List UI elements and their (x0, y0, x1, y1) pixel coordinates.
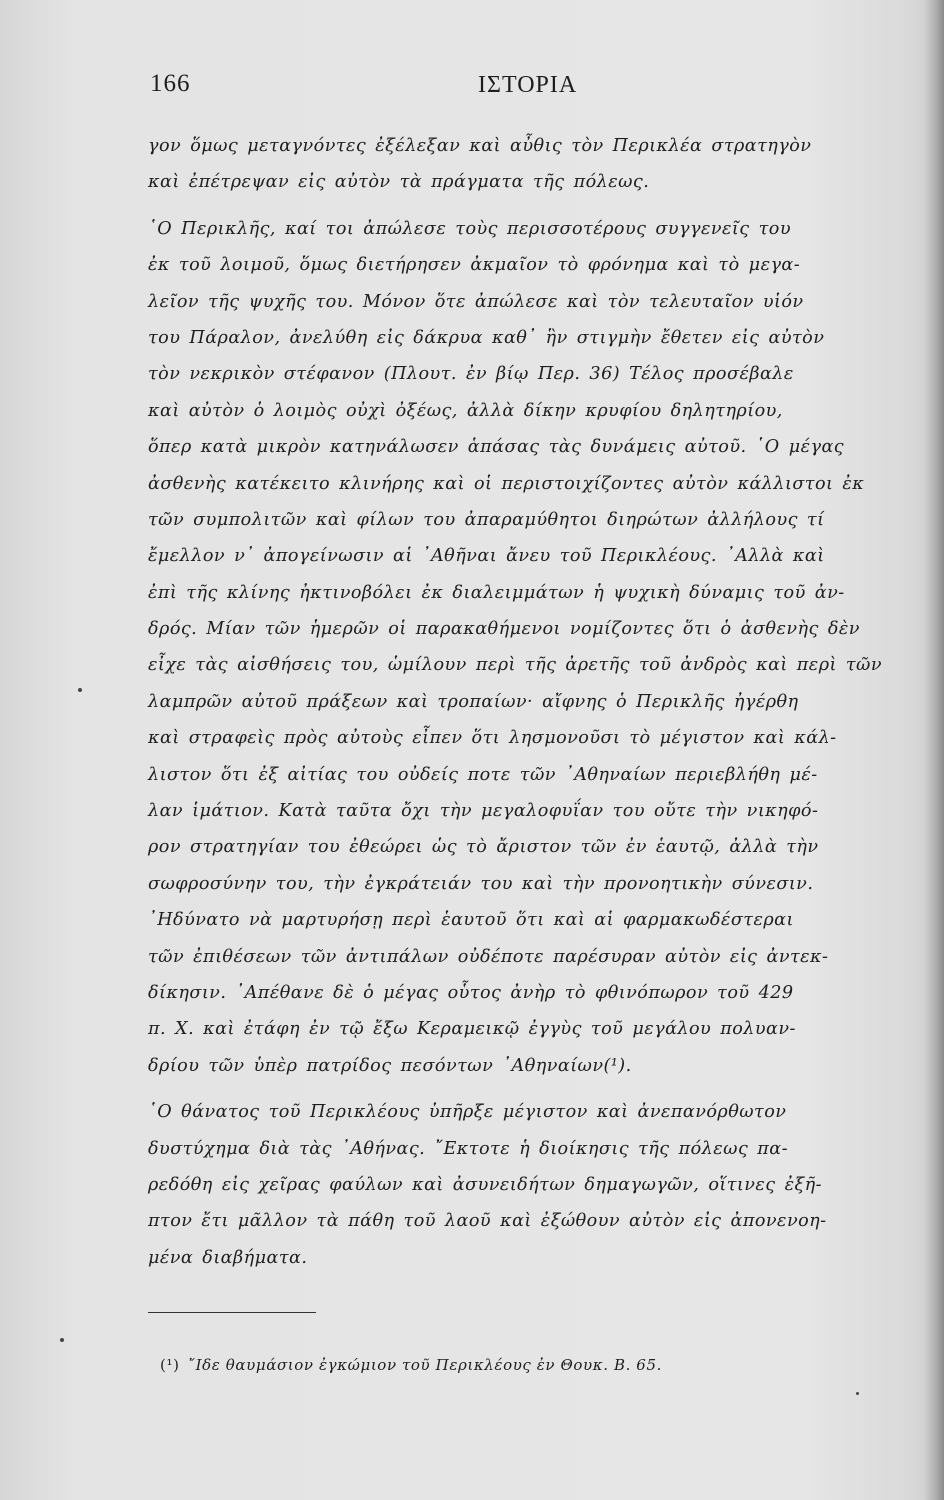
footnote-divider (148, 1312, 316, 1313)
text-line: ᾽Ηδύνατο νὰ μαρτυρήσῃ περὶ ἑαυτοῦ ὅτι καὶ αἱ φαρμακωδέστεραι (148, 910, 794, 931)
text-line: του Πάραλον, ἀνελύθη εἰς δάκρυα καθ᾽ ἣν στιγμὴν ἔθετεν εἰς αὐτὸν (148, 327, 825, 348)
footnote (160, 1356, 662, 1374)
text-line: ἐπὶ τῆς κλίνης ἠκτινοβόλει ἐκ διαλειμμάτων ἡ ψυχικὴ δύναμις τοῦ ἀν- (148, 582, 845, 603)
print-speck (856, 1392, 859, 1395)
paragraph (148, 211, 920, 1084)
text-line: τῶν συμπολιτῶν καὶ φίλων του ἀπαραμύθητοι διηρώτων ἀλλήλους τί (148, 509, 825, 530)
text-line: ἔμελλον ν᾽ ἀπογείνωσιν αἱ ᾽Αθῆναι ἄνευ τοῦ Περικλέους. ᾽Αλλὰ καὶ (148, 546, 825, 567)
text-line: ρεδόθη εἰς χεῖρας φαύλων καὶ ἀσυνειδήτων δημαγωγῶν, οἵτινες ἐξῆ- (148, 1174, 823, 1195)
text-line: ἐκ τοῦ λοιμοῦ, ὅμως διετήρησεν ἀκμαῖον τὸ φρόνημα καὶ τὸ μεγα- (148, 255, 801, 276)
text-line: καὶ στραφεὶς πρὸς αὐτοὺς εἶπεν ὅτι λησμονοῦσι τὸ μέγιστον καὶ κάλ- (148, 728, 837, 749)
text-line: καὶ ἐπέτρεψαν εἰς αὐτὸν τὰ πράγματα τῆς πόλεως. (148, 172, 650, 193)
text-line: τὸν νεκρικὸν στέφανον (Πλουτ. ἐν βίῳ Περ. 36) Τέλος προσέβαλε (148, 364, 794, 385)
page-number: 166 (150, 70, 191, 97)
text-line: τῶν ἐπιθέσεων τῶν ἀντιπάλων οὐδέποτε παρέσυραν αὐτὸν εἰς ἀντεκ- (148, 946, 829, 967)
paragraph (148, 1094, 920, 1276)
text-line: μένα διαβήματα. (148, 1247, 308, 1268)
text-line: γον ὅμως μεταγνόντες ἐξέλεξαν καὶ αὖθις τὸν Περικλέα στρατηγὸν (148, 136, 812, 156)
paragraph-gap (148, 201, 920, 211)
print-speck (60, 1338, 64, 1342)
text-line: δίκησιν. ᾽Απέθανε δὲ ὁ μέγας οὗτος ἀνὴρ τὸ φθινόπωρον τοῦ 429 (148, 982, 794, 1003)
text-line: ῾Ο Περικλῆς, καί τοι ἀπώλεσε τοὺς περισσοτέρους συγγενεῖς του (148, 218, 791, 239)
text-line: ῾Ο θάνατος τοῦ Περικλέους ὑπῆρξε μέγιστον καὶ ἀνεπανόρθωτον (148, 1102, 787, 1123)
text-line: π. Χ. καὶ ἐτάφη ἐν τῷ ἔξω Κεραμεικῷ ἐγγὺς τοῦ μεγάλου πολυαν- (148, 1019, 796, 1040)
text-line: εἶχε τὰς αἰσθήσεις του, ὡμίλουν περὶ τῆς ἀρετῆς τοῦ ἀνδρὸς καὶ περὶ τῶν (148, 655, 883, 676)
text-line: ὅπερ κατὰ μικρὸν κατηνάλωσεν ἁπάσας τὰς δυνάμεις αὐτοῦ. ῾Ο μέγας (148, 437, 845, 458)
text-line: ἀσθενὴς κατέκειτο κλινήρης καὶ οἱ περιστοιχίζοντες αὐτὸν κάλλιστοι ἐκ (148, 473, 865, 494)
footnote-text: ῎Ιδε θαυμάσιον ἐγκώμιον τοῦ Περικλέους ἐν Θουκ. Β. 65. (187, 1356, 662, 1374)
text-line: καὶ αὐτὸν ὁ λοιμὸς οὐχὶ ὀξέως, ἀλλὰ δίκην κρυφίου δηλητηρίου, (148, 400, 783, 421)
text-line: σωφροσύνην του, τὴν ἐγκράτειάν του καὶ τὴν προνοητικὴν σύνεσιν. (148, 873, 814, 894)
running-title: ΙΣΤΟΡΙΑ (478, 72, 578, 98)
text-line: δρίου τῶν ὑπὲρ πατρίδος πεσόντων ᾽Αθηναίων(¹). (148, 1055, 632, 1076)
text-line: λαν ἱμάτιον. Κατὰ ταῦτα ὄχι τὴν μεγαλοφυΐαν του οὔτε τὴν νικηφό- (148, 801, 819, 822)
text-line: λιστον ὅτι ἐξ αἰτίας του οὐδείς ποτε τῶν ᾽Αθηναίων περιεβλήθη μέ- (148, 764, 818, 785)
text-line: δυστύχημα διὰ τὰς ᾽Αθήνας. ῎Εκτοτε ἡ διοίκησις τῆς πόλεως πα- (148, 1138, 789, 1159)
text-line: ρον στρατηγίαν του ἐθεώρει ὡς τὸ ἄριστον τῶν ἐν ἑαυτῷ, ἀλλὰ τὴν (148, 837, 819, 858)
paragraph (148, 128, 920, 201)
footnote-mark: (¹) (160, 1356, 180, 1374)
text-line: λεῖον τῆς ψυχῆς του. Μόνον ὅτε ἀπώλεσε καὶ τὸν τελευταῖον υἱόν (148, 291, 804, 312)
print-speck (78, 688, 82, 692)
page-spine-shadow (924, 0, 944, 1500)
text-line: πτον ἔτι μᾶλλον τὰ πάθη τοῦ λαοῦ καὶ ἐξώθουν αὐτὸν εἰς ἀπονενοη- (148, 1211, 827, 1232)
text-line: δρός. Μίαν τῶν ἡμερῶν οἱ παρακαθήμενοι νομίζοντες ὅτι ὁ ἀσθενὴς δὲν (148, 619, 860, 640)
body-text (148, 128, 920, 1276)
text-line: λαμπρῶν αὐτοῦ πράξεων καὶ τροπαίων· αἴφνης ὁ Περικλῆς ἠγέρθη (148, 691, 799, 712)
paragraph-gap (148, 1084, 920, 1094)
